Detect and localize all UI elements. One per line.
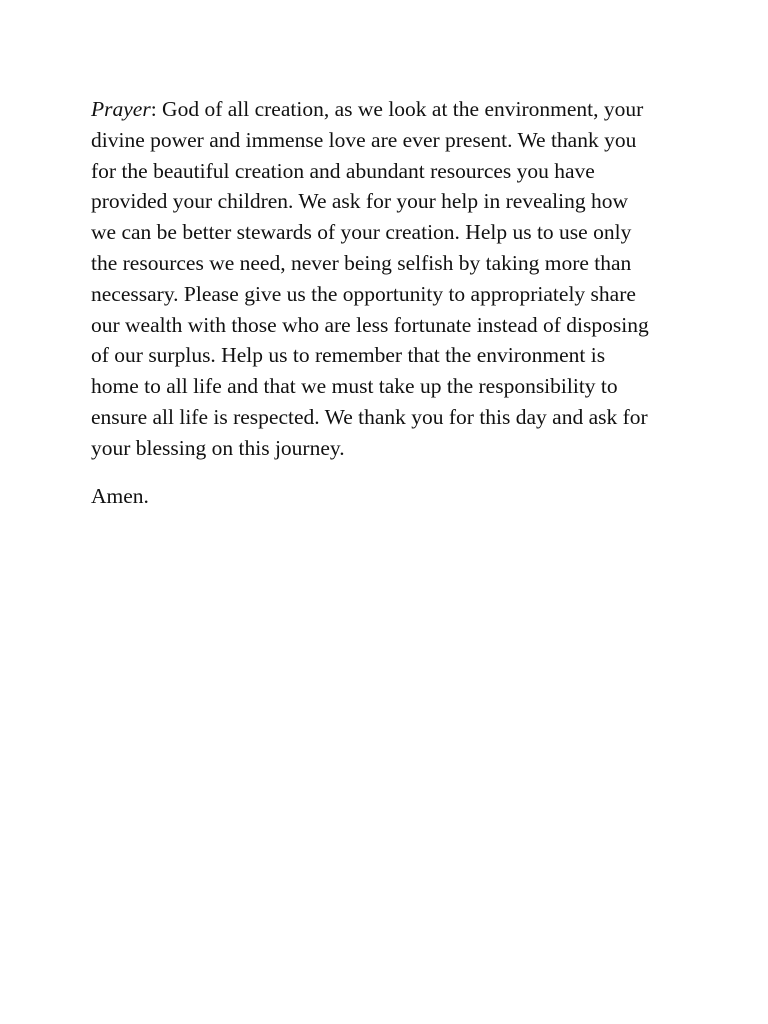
prayer-line: of our surplus. Help us to remember that the environment is — [91, 343, 606, 368]
prayer-line: divine power and immense love are ever present. We thank you — [91, 127, 637, 152]
prayer-line: our wealth with those who are less fortunate instead of disposing — [91, 312, 649, 337]
prayer-line: for the beautiful creation and abundant resources you have — [91, 158, 595, 183]
prayer-line-text: : God of all creation, as we look at the environment, your — [150, 97, 644, 121]
prayer-line: ensure all life is respected. We thank you for this day and ask for — [91, 404, 648, 429]
prayer-line: necessary. Please give us the opportunity to appropriately share — [91, 281, 636, 306]
prayer-line: home to all life and that we must take up the responsibility to — [91, 374, 618, 399]
prayer-text — [91, 94, 691, 511]
prayer-line — [91, 94, 691, 125]
prayer-label: Prayer — [91, 97, 151, 121]
prayer-line: we can be better stewards of your creation. Help us to use only — [91, 220, 632, 245]
prayer-line: the resources we need, never being selfish by taking more than — [91, 250, 632, 275]
prayer-line: provided your children. We ask for your help in revealing how — [91, 189, 629, 214]
prayer-line: your blessing on this journey. — [91, 435, 345, 460]
closing-amen: Amen. — [91, 483, 149, 508]
